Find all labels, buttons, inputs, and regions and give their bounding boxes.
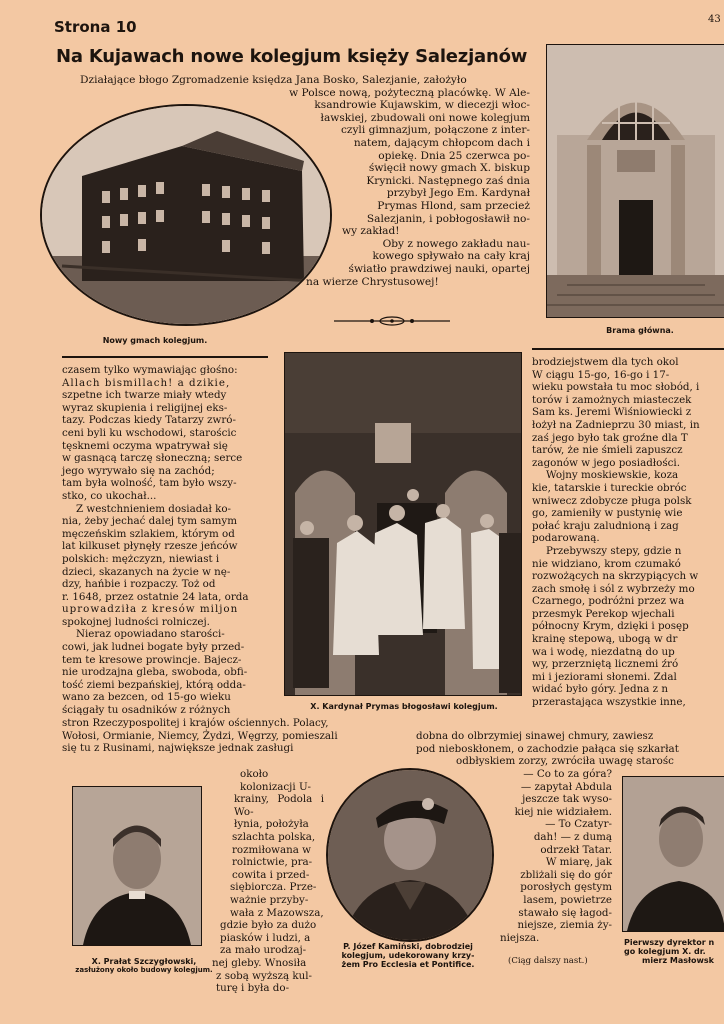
text-line: Przebywszy stepy, gdzie n <box>546 544 682 557</box>
text-line: brodziejstwem dla tych okol <box>532 356 679 368</box>
text-line: nia, żeby jechać dalej tym samym <box>62 515 238 528</box>
story-lower-left-column <box>212 768 324 995</box>
text-line: kie, tatarskie i tureckie obróc <box>532 481 687 494</box>
text-line: z sobą wyższą kul- <box>216 969 313 982</box>
text-line: wyraz skupienia i religijnej eks- <box>62 401 228 414</box>
director-caption-line: mierz Masłowsk <box>642 956 714 966</box>
text-line: północny Krym, dzięki i posęp <box>532 620 689 633</box>
text-line: Allach bismillach! a dzikie, <box>62 376 231 389</box>
text-line: tem te kresowe prowincje. Bajecz- <box>62 653 242 666</box>
text-line: tazy. Podczas kiedy Tatarzy zwró- <box>62 414 236 427</box>
intro-line: Prymas Hlond, sam przecież <box>377 199 530 212</box>
text-line: dobna do olbrzymiej sinawej chmury, zawiesz <box>416 730 654 742</box>
story-dialogue-column <box>492 768 612 944</box>
text-line: w gasnącą tarczę słoneczną; serce <box>62 452 243 465</box>
kaminski-caption-line: kolegjum, udekorowany krzy- <box>341 951 475 961</box>
intro-line: w Polsce nową, pożyteczną placówkę. W Ale- <box>289 86 530 99</box>
text-line: lat kilkuset płynęły rzesze jeńców <box>62 540 238 553</box>
text-line: tęsknemi oczyma wpatrywał się <box>62 439 228 452</box>
intro-line: opiekę. Dnia 25 czerwca po- <box>378 149 530 162</box>
continued-note: (Ciąg dalszy nast.) <box>508 956 588 966</box>
text-line: rolnictwie, pra- <box>232 856 313 869</box>
text-line: Wojny moskiewskie, koza <box>546 469 679 482</box>
text-line: zaś jego było tak groźne dla T <box>532 431 688 444</box>
text-line: łynia, położyła <box>234 818 309 831</box>
intro-line: przybył Jego Em. Kardynał <box>386 187 530 200</box>
intro-line: Krynicki. Następnego zaś dnia <box>366 174 530 187</box>
text-line: niejsza. <box>500 931 540 944</box>
text-line: zbliżali się do gór <box>520 868 612 881</box>
text-line: krainę stepową, ubogą w dr <box>532 633 678 646</box>
kaminski-photo <box>326 768 494 942</box>
story-left-column <box>62 364 268 717</box>
director-photo <box>622 776 724 932</box>
section-rule <box>62 356 268 358</box>
director-caption-line: go kolegjum X. dr. <box>624 947 706 957</box>
text-line: ściągały tu osadników z różnych <box>62 704 231 717</box>
text-line: się tu z Rusinami, największe jednak zasługi <box>62 742 294 755</box>
text-line: odrzekł Tatar. <box>540 843 612 856</box>
text-line: Z westchnieniem dosiadał ko- <box>76 502 231 515</box>
text-line: łożył na Zadnieprzu 30 miast, in <box>532 418 700 431</box>
text-line: odbłyskiem zorzy, zwróciła uwagę starośc <box>456 755 674 768</box>
director-caption <box>624 938 724 966</box>
intro-line: wy zakład! <box>342 225 400 238</box>
article-title: Na Kujawach nowe kolegjum księży Salezjanów <box>56 46 528 67</box>
text-line: wała z Mazowsza, <box>230 906 324 919</box>
intro-line: święcił nowy gmach X. biskup <box>368 162 530 175</box>
text-line: Czarnego, podróżni przez wa <box>532 595 685 608</box>
text-line: przerastająca wszystkie inne, <box>532 696 686 709</box>
gate-photo <box>546 44 724 318</box>
text-line: dzieci, skazanych na życie w nę- <box>62 565 231 578</box>
text-line: pod nieboskłonem, o zachodzie pałąca się szkarłat <box>416 742 679 755</box>
pralat-caption-line: zasłużony około budowy kolegjum. <box>75 966 213 975</box>
text-line: ceni byli ku wschodowi, starościc <box>62 426 237 439</box>
text-line: zach smołę i sól z wybrzeży mo <box>532 582 695 595</box>
text-line: — To Czatyr- <box>545 818 612 831</box>
pralat-caption-line: X. Prałat Szczygłowski, <box>91 957 197 966</box>
story-wide-lines <box>62 717 412 755</box>
text-line: jego wyrywało się na zachód; <box>62 464 215 477</box>
intro-line: ławskiej, zbudowali oni nowe kolegjum <box>320 111 530 124</box>
text-line: torów i zamożnych miasteczek <box>532 393 692 406</box>
text-line: podarowaną. <box>532 532 600 545</box>
text-line: rozmiłowana w <box>232 843 311 856</box>
text-line: porosłych gęstym <box>520 881 612 894</box>
text-line: go, zamieniły w pustynię wie <box>532 507 683 520</box>
text-line: połać kraju zaludnioną i zag <box>532 519 679 532</box>
text-line: czasem tylko wymawiając głośno: <box>62 364 238 376</box>
text-line: siębiorcza. Prze- <box>230 881 317 894</box>
text-line: turę i była do- <box>216 982 290 995</box>
text-line: wano za bezcen, od 15-go wieku <box>62 691 231 704</box>
section-rule <box>532 348 724 350</box>
text-line: jeszcze tak wyso- <box>522 793 612 806</box>
ornament-divider-icon <box>332 312 452 324</box>
text-line: Wołosi, Ormianie, Niemcy, Żydzi, Węgrzy, pomieszali <box>62 729 338 742</box>
text-line: stawało się łagod- <box>518 906 612 919</box>
text-line: spokojnej ludności rolniczej. <box>62 615 210 628</box>
text-line: wieku powstała tu moc słobód, i <box>532 381 700 394</box>
text-line: cowita i przed- <box>232 868 310 881</box>
text-line: stko, co ukochał... <box>62 489 157 502</box>
building-caption: Nowy gmach kolegjum. <box>102 336 208 345</box>
page-label: Strona 10 <box>54 18 137 36</box>
text-line: wy, przerzniętą licznemi źró <box>532 658 679 671</box>
pralat-photo <box>72 786 202 946</box>
text-line: przesmyk Perekop wjechali <box>532 607 675 620</box>
text-line: zagonów w jego posiadłości. <box>532 456 680 469</box>
kaminski-caption-line: P. Józef Kamiński, dobrodziej <box>343 942 473 951</box>
intro-line: czyli gimnazjum, połączone z inter- <box>340 124 530 137</box>
text-line: cowi, jak ludnei bogate były przed- <box>62 641 245 654</box>
text-line: ważnie przyby- <box>230 893 309 906</box>
text-line: r. 1648, przez ostatnie 24 lata, orda <box>62 590 249 603</box>
cardinal-caption: X. Kardynał Prymas błogosławi kolegjum. <box>310 702 498 711</box>
cardinal-photo <box>284 352 522 696</box>
text-line: W miarę, jak <box>545 856 612 869</box>
kaminski-caption-line: żem Pro Ecclesia et Pontifice. <box>341 960 475 970</box>
text-line: Sam ks. Jeremi Wiśniowiecki z <box>532 406 692 419</box>
text-line: tarów, że nie śmieli zapuszcz <box>532 444 683 457</box>
text-line: polskich: mężczyzn, niewiast i <box>62 552 220 565</box>
intro-line: Salezjanin, i pobłogosławił no- <box>366 212 530 225</box>
text-line: — Co to za góra? <box>523 768 612 780</box>
text-line: piasków i ludzi, a <box>220 931 311 944</box>
text-line: widać było góry. Jedna z n <box>532 683 668 696</box>
text-line: tam była wolność, tam było wszy- <box>62 477 237 490</box>
text-line: rozwożących na skrzypiących w <box>532 570 699 583</box>
intro-line: na wierze Chrystusowej! <box>306 275 439 288</box>
text-line: wniwecz zdobycze pługa polsk <box>532 494 692 507</box>
text-line: Nieraz opowiadano starości- <box>76 628 225 641</box>
story-mid-wide-lines <box>416 730 724 768</box>
intro-line: natem, dającym chłopcom dach i <box>353 136 530 149</box>
pralat-caption <box>72 957 216 974</box>
text-line: dzy, hańbie i rozpaczy. Toż od <box>62 578 216 591</box>
text-line: W ciągu 15-go, 16-go i 17- <box>532 368 670 381</box>
text-line: kiej nie widziałem. <box>514 805 612 818</box>
intro-line: kowego spływało na cały kraj <box>372 250 530 263</box>
text-line: szlachta polska, <box>232 830 316 843</box>
text-line: około kolonizacji U- <box>240 768 311 793</box>
intro-line: światło prawdziwej nauki, opartej <box>348 262 530 275</box>
text-line: — zapytał Abdula <box>520 780 612 793</box>
intro-line: Oby z nowego zakładu nau- <box>382 237 530 250</box>
text-line: nie widziano, krom czumakó <box>532 557 681 570</box>
text-line: mi i jeziorami słonemi. Zdal <box>532 670 677 683</box>
text-line: lasem, powietrze <box>523 893 612 906</box>
text-line: męczeńskim szlakiem, którym od <box>62 527 235 540</box>
text-line: nie urodzajna gleba, swoboda, obfi- <box>62 666 248 679</box>
text-line: nej gleby. Wnosiła <box>212 956 307 969</box>
intro-line: ksandrowie Kujawskim, w diecezji włoc- <box>314 99 530 112</box>
kaminski-caption <box>326 942 490 970</box>
text-line: tość ziemi bezpańskiej, którą odda- <box>62 678 246 691</box>
text-line: stron Rzeczypospolitej i krajów ościennych. Polacy, <box>62 717 329 729</box>
text-line: dah! — z dumą <box>533 830 612 843</box>
text-line: gdzie było za dużo <box>220 919 317 932</box>
text-line: niejsze, ziemia ży- <box>517 919 612 932</box>
text-line: krainy, Podola i Wo- <box>234 793 324 818</box>
gate-caption: Brama główna. <box>606 326 674 335</box>
story-right-column <box>532 356 722 709</box>
intro-line: Działające błogo Zgromadzenie księdza Jana Bosko, Salezjanie, założyło <box>80 74 467 86</box>
page-number: 43 <box>708 14 721 25</box>
text-line: szpetne ich twarze miały wtedy <box>62 389 227 402</box>
text-line: wa i wodę, niezdatną do up <box>532 645 675 658</box>
text-line: za mało urodzaj- <box>220 944 307 957</box>
text-line: uprowadziła z kresów miljon <box>62 603 239 616</box>
director-caption-line: Pierwszy dyrektor n <box>624 938 715 947</box>
